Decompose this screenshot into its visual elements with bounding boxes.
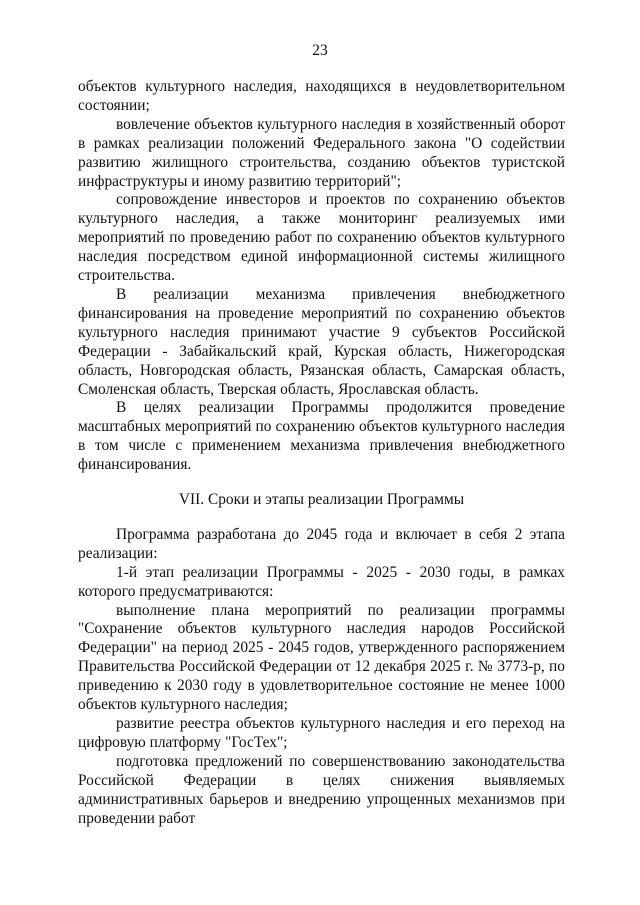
document-body (78, 78, 565, 828)
paragraph-extrabudgetary-regions: В реализации механизма привлечения внебюджетного финансирования на проведение мероприятий по сохранению объектов культурного наследия принимают участие 9 субъектов Российской Федерации - Забайкальский край, Курская область, Нижегородская область, Новгородская область, Рязанская область, Самарская область, Смоленская область, Тверская область, Ярославская область. (78, 285, 565, 398)
paragraph-investor-support: сопровождение инвесторов и проектов по сохранению объектов культурного наследия, а также мониторинг реализуемых ими мероприятий по проведению работ по сохранению объектов культурного наследия посредством единой информационной системы жилищного строительства. (78, 191, 565, 285)
paragraph-action-plan: выполнение плана мероприятий по реализации программы "Сохранение объектов культурного наследия народов Российской Федерации" на период 2025 - 2045 годов, утвержденного распоряжением Правительства Российской Федерации от 12 декабря 2025 г. № 3773-р, по приведению к 2030 году в удовлетворительное состояние не менее 1000 объектов культурного наследия; (78, 601, 565, 714)
paragraph-involvement: вовлечение объектов культурного наследия в хозяйственный оборот в рамках реализации положений Федерального закона "О содействии развитию жилищного строительства, созданию объектов туристской инфраструктуры и иному развитию территорий"; (78, 115, 565, 190)
section-heading: VII. Сроки и этапы реализации Программы (178, 491, 465, 509)
paragraph-continuation: объектов культурного наследия, находящихся в неудовлетворительном состоянии; (78, 78, 565, 114)
paragraph-legislation-proposals: подготовка предложений по совершенствованию законодательства Российской Федерации в целях снижения выявляемых административных барьеров и внедрению упрощенных механизмов при проведении работ (78, 752, 565, 827)
paragraph-program-timeline: Программа разработана до 2045 года и включает в себя 2 этапа реализации: (78, 525, 565, 562)
paragraph-program-continuation: В целях реализации Программы продолжится проведение масштабных мероприятий по сохранению объектов культурного наследия в том числе с применением механизма привлечения внебюджетного финансирования. (78, 399, 565, 474)
paragraph-stage-one: 1-й этап реализации Программы - 2025 - 2030 годы, в рамках которого предусматриваются: (78, 563, 565, 600)
page-number: 23 (312, 42, 328, 59)
paragraph-registry-development: развитие реестра объектов культурного наследия и его переход на цифровую платформу "ГосТех"; (78, 715, 565, 751)
